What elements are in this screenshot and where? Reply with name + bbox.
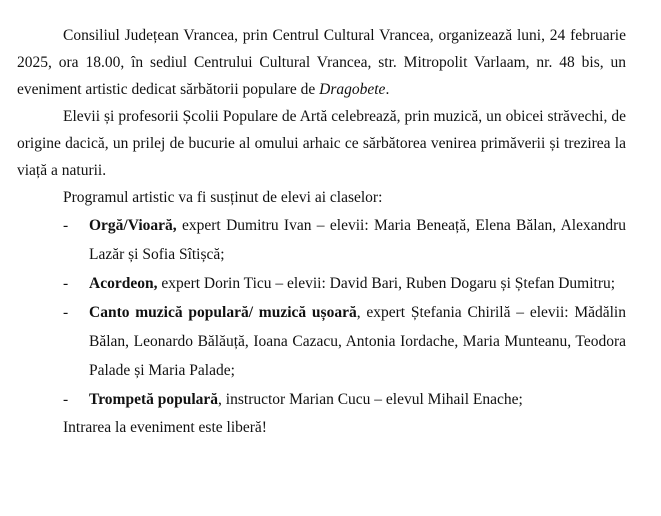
classes-list (17, 211, 626, 414)
list-item (17, 385, 626, 414)
class-name: Acordeon, (89, 275, 158, 292)
class-details: , instructor Marian Cucu – elevul Mihail Enache; (218, 391, 523, 408)
intro-text: Consiliul Județean Vrancea, prin Centrul Cultural Vrancea, organizează luni, 24 februarie 2025, ora 18.00, în sediul Centrului Cultural Vrancea, str. Mitropolit Varlaam, nr. 48 bis, un eveniment artistic dedicat sărbătorii populare de (17, 27, 626, 98)
description-paragraph: Elevii și profesorii Școlii Populare de Artă celebrează, prin muzică, un obicei străvechi, de origine dacică, un prilej de bucurie al omului arhaic ce sărbătorea venirea primăverii și trezirea la viață a naturii. (17, 108, 626, 179)
list-dash: - (63, 391, 69, 408)
class-details: , expert Ștefania Chirilă – elevii: Mădălin Bălan, Leonardo Bălăuță, Ioana Cazacu, Antonia Iordache, Maria Munteanu, Teodora Palade și Maria Palade; (89, 304, 626, 379)
intro-end: . (385, 81, 390, 98)
list-item (17, 269, 626, 298)
closing-line: Intrarea la eveniment este liberă! (63, 419, 267, 436)
class-details: expert Dumitru Ivan – elevii: Maria Beneață, Elena Bălan, Alexandru Lazăr și Sofia Sîtișcă; (89, 217, 626, 263)
class-name: Canto muzică populară/ muzică ușoară (89, 304, 357, 321)
list-dash: - (63, 217, 69, 234)
event-name: Dragobete (319, 81, 386, 98)
list-dash: - (63, 304, 69, 321)
list-dash: - (63, 275, 69, 292)
list-item (17, 211, 626, 269)
class-details: expert Dorin Ticu – elevii: David Bari, Ruben Dogaru și Ștefan Dumitru; (157, 275, 616, 292)
list-item (17, 298, 626, 385)
intro-paragraph (17, 22, 626, 103)
class-name: Trompetă populară (89, 391, 219, 408)
program-intro: Programul artistic va fi susținut de elevi ai claselor: (63, 189, 383, 206)
class-name: Orgă/Vioară, (89, 217, 177, 234)
